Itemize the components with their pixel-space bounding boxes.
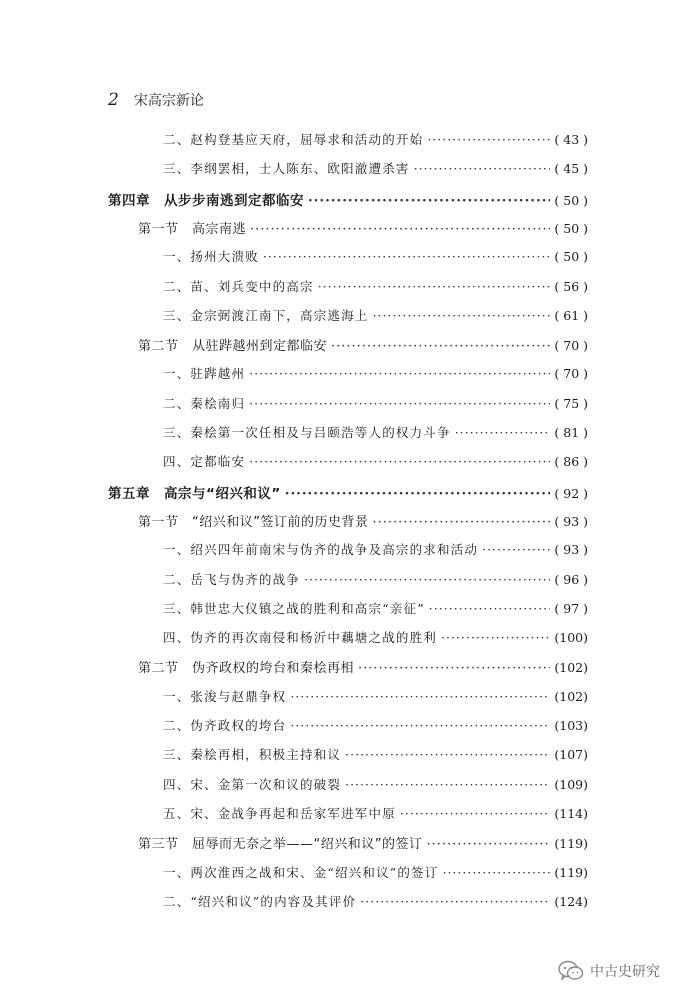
toc-entry-page: ( 81 ) [554,425,588,440]
toc-entry-page: ( 93 ) [554,513,588,529]
toc-entry-page: (107) [554,747,588,763]
toc-entry-item [108,745,588,765]
toc-entry-page: (119) [554,864,588,880]
toc-entry-item [108,130,588,150]
toc-entry-label: 第三节 屈辱而无奈之举——“绍兴和议”的签订 [138,837,423,853]
toc-leader-dots [331,339,550,354]
toc-entry-page: ( 92 ) [554,485,588,501]
toc-entry-label: 五、宋、金战争再起和岳家军进军中原 [163,805,396,821]
toc-entry-item [108,892,588,912]
toc-entry-label: 第一节 “绍兴和议”签订前的历史背景 [138,514,369,530]
toc-entry-page: ( 43 ) [554,132,588,147]
toc-entry-item [108,540,588,560]
toc-entry-label: 二、伪齐政权的垮台 [163,718,287,733]
toc-entry-item [108,277,588,297]
toc-entry-page: ( 50 ) [554,249,588,265]
toc-entry-page: (102) [554,660,588,676]
toc-leader-dots [400,806,550,821]
toc-leader-dots [455,425,551,440]
toc-entry-label: 三、金宗弼渡江南下，高宗逃海上 [163,307,369,323]
toc-entry-page: ( 56 ) [554,278,588,294]
toc-leader-dots [482,542,550,557]
toc-entry-label: 第四章 从步步南逃到定都临安 [108,192,304,209]
toc-entry-page: ( 97 ) [554,600,588,616]
toc-leader-dots [373,308,551,323]
toc-entry-page: (114) [554,805,588,821]
toc-leader-dots [290,718,550,733]
toc-entry-item [108,159,588,179]
toc-entry-sec [108,511,588,531]
toc-leader-dots [318,279,551,294]
toc-entry-page: ( 45 ) [554,161,588,177]
toc-entry-label: 二、岳飞与伪齐的战争 [163,571,301,587]
toc-leader-dots [290,689,550,704]
toc-entry-sec [108,657,588,677]
toc-leader-dots [345,747,550,762]
toc-entry-label: 三、秦桧再相，积极主持和议 [163,747,342,763]
toc-leader-dots [249,396,550,411]
toc-leader-dots [427,132,550,147]
toc-entry-sec [108,833,588,853]
toc-entry-item [108,687,588,707]
toc-entry-item [108,364,588,384]
toc-entry-item [108,863,588,883]
toc-entry-label: 三、秦桧第一次任相及与吕颐浩等人的权力斗争 [163,425,451,440]
toc-entry-item [108,775,588,795]
toc-leader-dots [304,572,550,587]
toc-entry-label: 二、“绍兴和议”的内容及其评价 [163,893,357,909]
toc-entry-page: (119) [554,836,588,852]
toc-entry-item [108,716,588,736]
toc-entry-label: 二、赵构登基应天府，屈辱求和活动的开始 [163,132,424,147]
toc-leader-dots [249,366,550,381]
toc-entry-page: ( 70 ) [554,366,588,382]
toc-entry-label: 三、李纲罢相，士人陈东、欧阳澈遭杀害 [163,161,410,177]
toc-entry-page: ( 86 ) [554,454,588,470]
toc-entry-label: 二、苗、刘兵变中的高宗 [163,278,314,294]
toc-entry-page: (109) [554,776,588,792]
toc-entry-page: ( 75 ) [554,395,588,411]
toc-entry-label: 一、驻跸越州 [163,366,246,382]
toc-leader-dots [285,486,551,502]
watermark-text: 中古史研究 [590,964,660,980]
wechat-icon [558,960,584,982]
watermark [558,960,660,982]
toc-entry-sec [108,335,588,355]
toc-entry-page: ( 70 ) [554,338,588,354]
toc-leader-dots [250,222,550,237]
toc-entry-label: 第二节 伪齐政权的垮台和秦桧再相 [138,661,355,677]
toc-entry-label: 一、绍兴四年前南宋与伪齐的战争及高宗的求和活动 [163,542,479,558]
page-header [108,90,204,110]
toc-entry-page: ( 61 ) [554,307,588,323]
toc-entry-label: 四、伪齐的再次南侵和杨沂中藕塘之战的胜利 [163,630,438,646]
toc-entry-page: (100) [554,630,588,646]
toc-leader-dots [308,193,550,209]
toc-leader-dots [442,865,550,880]
toc-leader-dots [372,515,550,530]
book-title: 宋高宗新论 [133,93,204,109]
toc-entry-label: 一、张浚与赵鼎争权 [163,688,287,704]
toc-leader-dots [358,661,550,676]
toc-entry-label: 三、韩世忠大仪镇之战的胜利和高宗“亲征” [163,600,425,616]
toc-entry-item [108,306,588,326]
toc-entry-item [108,570,588,590]
toc-leader-dots [263,249,550,264]
toc-entry-item [108,628,588,648]
toc-entry-label: 第一节 高宗南逃 [138,221,247,237]
toc-leader-dots [345,777,550,792]
toc-entry-label: 四、定都临安 [163,454,246,470]
toc-entry-chap [108,189,588,209]
toc-leader-dots [426,837,550,852]
toc-entry-label: 一、扬州大溃败 [163,249,259,265]
toc-entry-page: ( 96 ) [554,571,588,587]
toc-leader-dots [360,894,550,909]
toc-entry-item [108,394,588,414]
toc-entry-item [108,804,588,824]
toc-leader-dots [414,161,551,176]
toc-leader-dots [249,454,550,469]
page-number: 2 [108,90,119,110]
toc-entry-item [108,452,588,472]
toc-entry-sec [108,218,588,238]
toc-entry-page: ( 93 ) [554,542,588,558]
toc-entry-item [108,423,588,443]
toc-leader-dots [429,601,551,616]
toc-entry-label: 二、秦桧南归 [163,395,246,411]
toc-entry-label: 一、两次淮西之战和宋、金“绍兴和议”的签订 [163,864,439,880]
toc-entry-page: ( 50 ) [554,192,588,208]
toc-entry-page: (103) [554,718,588,733]
toc-entry-page: (124) [554,893,588,909]
toc-entry-item [108,599,588,619]
toc-entry-chap [108,482,588,502]
toc-entry-label: 第五章 高宗与“绍兴和议” [108,485,281,502]
toc-entry-item [108,247,588,267]
toc-leader-dots [441,630,550,645]
toc-entry-page: (102) [554,688,588,704]
toc-entry-label: 第二节 从驻跸越州到定都临安 [138,339,328,355]
toc-entry-label: 四、宋、金第一次和议的破裂 [163,776,342,792]
toc-entry-page: ( 50 ) [554,220,588,236]
